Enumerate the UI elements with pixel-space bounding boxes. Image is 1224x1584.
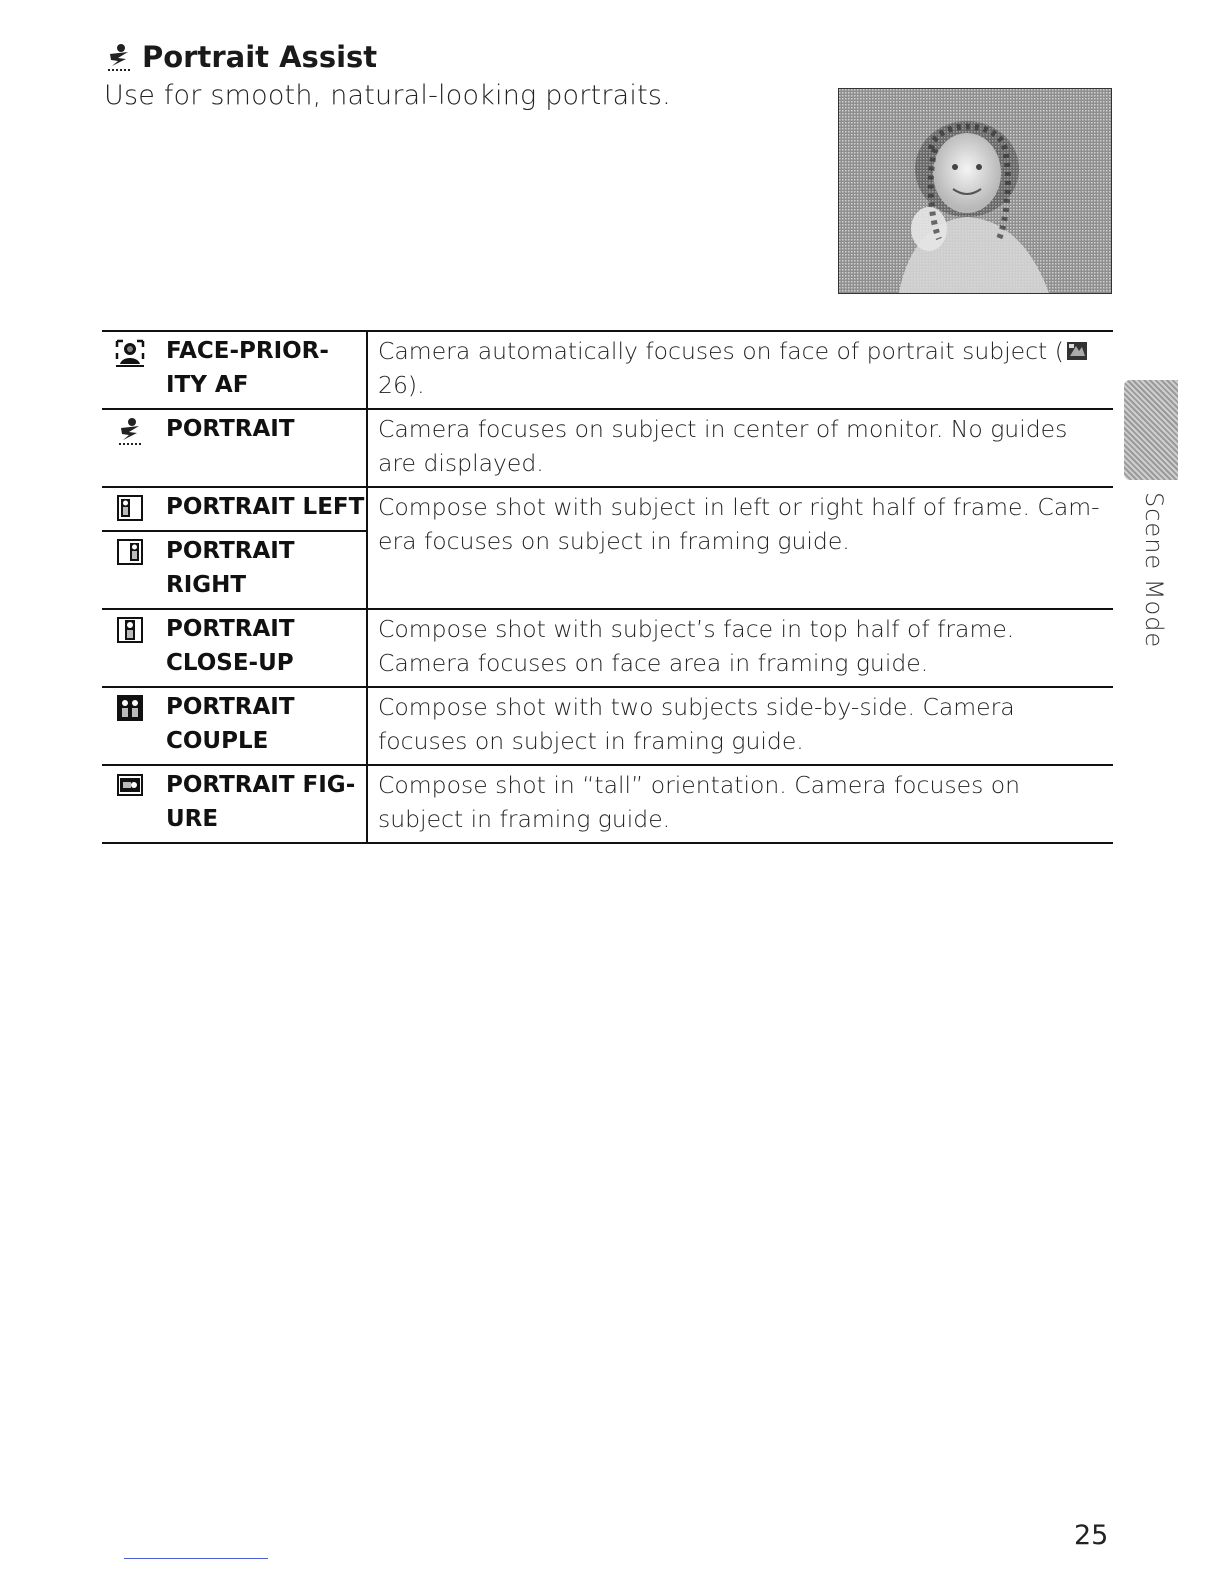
- chapter-tab: [1124, 380, 1178, 480]
- mode-name: PORTRAIT COUPLE: [158, 687, 367, 765]
- table-row: [102, 765, 1113, 843]
- section-subtitle: Use for smooth, natural-looking portraits.: [104, 80, 671, 111]
- mode-name: PORTRAIT CLOSE-UP: [158, 609, 367, 687]
- mode-description: Compose shot with two subjects side-by-side. Camera focuses on subject in framing guide.: [367, 687, 1113, 765]
- page-reference-icon: [1066, 336, 1088, 356]
- mode-name: FACE-PRIOR- ITY AF: [158, 331, 367, 409]
- portrait-icon: [115, 431, 145, 450]
- mode-description: Compose shot in “tall” orientation. Camera focuses on subject in framing guide.: [367, 765, 1113, 843]
- portrait-figure-icon: [115, 783, 145, 802]
- mode-name: PORTRAIT FIG- URE: [158, 765, 367, 843]
- table-row: [102, 487, 1113, 531]
- portrait-left-icon: [115, 507, 145, 526]
- table-row: [102, 331, 1113, 409]
- mode-description: Camera automatically focuses on face of portrait subject ( 26).: [367, 331, 1113, 409]
- portrait-right-icon: [115, 551, 145, 570]
- mode-name: PORTRAIT RIGHT: [158, 531, 367, 609]
- mode-name: PORTRAIT LEFT: [158, 487, 367, 531]
- portrait-photo-image: [838, 88, 1112, 294]
- mode-description: Compose shot with subject’s face in top half of frame. Camera focuses on face area in framing guide.: [367, 609, 1113, 687]
- table-row: [102, 687, 1113, 765]
- section-heading: [104, 40, 377, 74]
- mode-description: Compose shot with subject in left or right half of frame. Cam-era focuses on subject in framing guide.: [367, 487, 1113, 609]
- face-priority-af-icon: [114, 353, 146, 372]
- footer-rule: [124, 1558, 268, 1559]
- mode-name: PORTRAIT: [158, 409, 367, 487]
- page-number: 25: [1074, 1520, 1109, 1551]
- portrait-close-up-icon: [115, 629, 145, 648]
- portrait-assist-icon: [104, 42, 134, 72]
- mode-description: Camera focuses on subject in center of monitor. No guides are displayed.: [367, 409, 1113, 487]
- chapter-label: Scene Mode: [1140, 492, 1168, 649]
- section-title: Portrait Assist: [142, 40, 378, 74]
- portrait-couple-icon: [115, 707, 145, 726]
- table-row: [102, 609, 1113, 687]
- table-row: [102, 409, 1113, 487]
- portrait-modes-table: [102, 330, 1113, 844]
